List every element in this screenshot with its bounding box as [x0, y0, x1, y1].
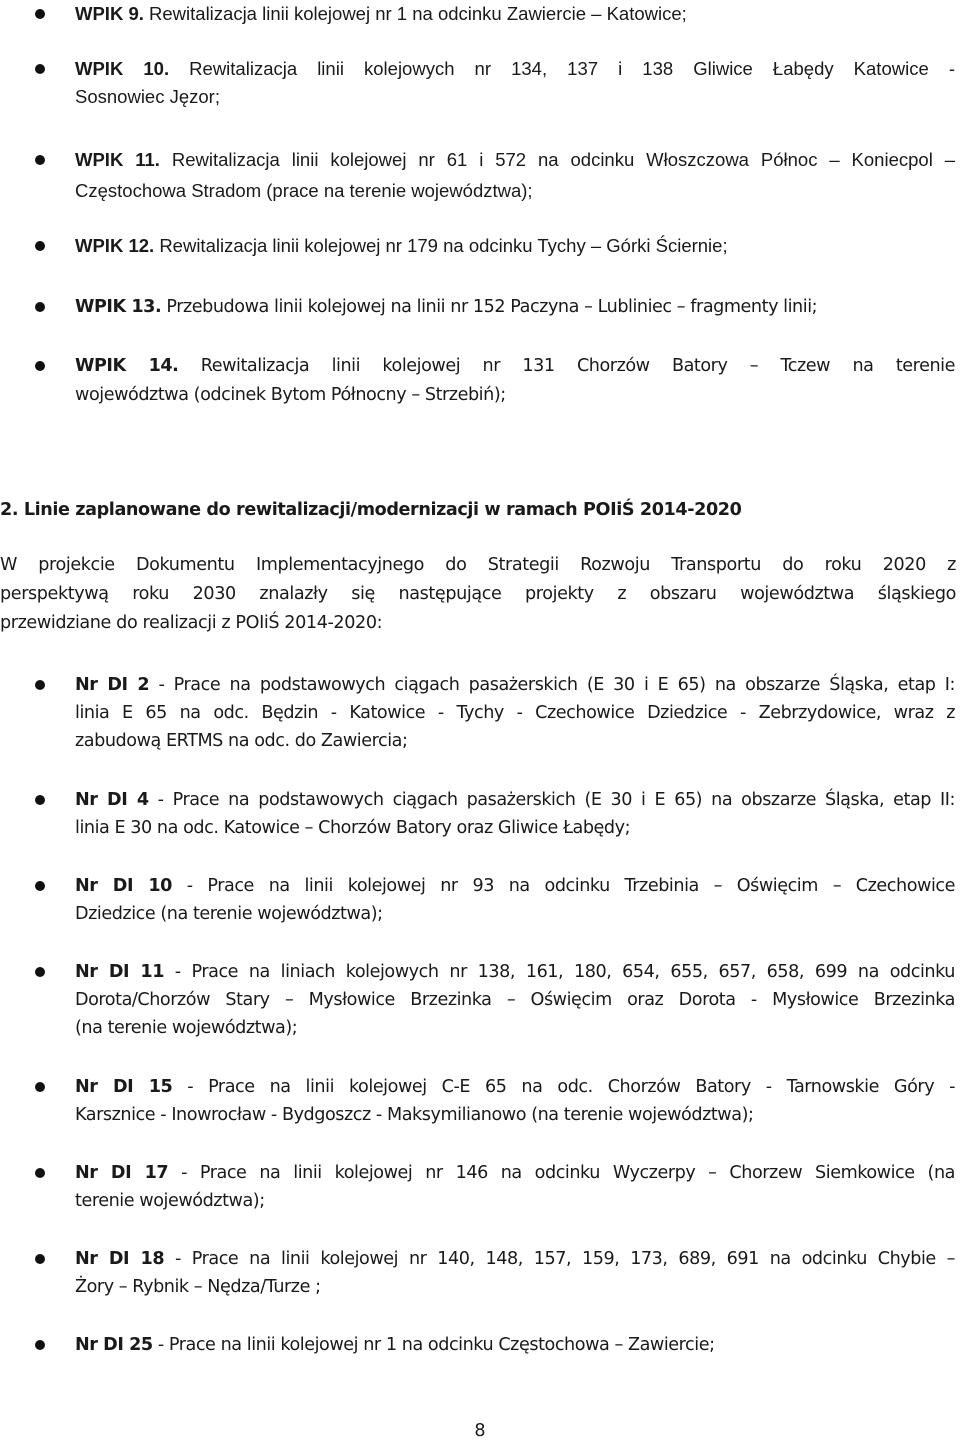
list-item-text: Nr DI 2 - Prace na podstawowych ciągach pasażerskich (E 30 i E 65) na obszarze Śląska, etap I:	[75, 675, 955, 695]
bullet-icon	[35, 1168, 45, 1178]
item-code: Nr DI 18	[75, 1249, 165, 1269]
item-code: Nr DI 25	[75, 1335, 153, 1355]
list-item-text: WPIK 13. Przebudowa linii kolejowej na linii nr 152 Paczyna – Lubliniec – fragmenty linii;	[75, 297, 818, 317]
section-heading: 2. Linie zaplanowane do rewitalizacji/modernizacji w ramach POIiŚ 2014-2020	[0, 500, 742, 520]
item-code: WPIK 10.	[75, 58, 170, 79]
paragraph-line: perspektywą roku 2030 znalazły się następujące projekty z obszaru województwa śląskiego	[0, 584, 956, 604]
list-item-text: Częstochowa Stradom (prace na terenie województwa);	[75, 180, 533, 201]
item-code: Nr DI 17	[75, 1163, 169, 1183]
item-code: Nr DI 2	[75, 675, 150, 695]
list-item-text: Nr DI 10 - Prace na linii kolejowej nr 93 na odcinku Trzebinia – Oświęcim – Czechowice	[75, 876, 956, 896]
item-code: WPIK 14.	[75, 356, 179, 376]
list-item-text: Nr DI 4 - Prace na podstawowych ciągach pasażerskich (E 30 i E 65) na obszarze Śląska, etap II:	[75, 790, 955, 810]
bullet-icon	[35, 967, 45, 977]
bullet-icon	[35, 302, 45, 312]
item-code: WPIK 9.	[75, 3, 144, 24]
list-item-text: Nr DI 18 - Prace na linii kolejowej nr 140, 148, 157, 159, 173, 689, 691 na odcinku Chybie –	[75, 1249, 955, 1269]
paragraph-line: przewidziane do realizacji z POIiŚ 2014-2020:	[0, 613, 383, 633]
item-code: Nr DI 15	[75, 1077, 173, 1097]
list-item-text: WPIK 11. Rewitalizacja linii kolejowej nr 61 i 572 na odcinku Włoszczowa Północ – Koniecpol –	[75, 149, 956, 170]
list-item-text: WPIK 12. Rewitalizacja linii kolejowej nr 179 na odcinku Tychy – Górki Ściernie;	[75, 235, 728, 256]
list-item-text: linia E 30 na odc. Katowice – Chorzów Batory oraz Gliwice Łabędy;	[75, 818, 631, 838]
item-code: Nr DI 11	[75, 962, 164, 982]
bullet-icon	[35, 64, 45, 74]
bullet-icon	[35, 361, 45, 371]
item-code: WPIK 13.	[75, 297, 162, 317]
list-item-text: Nr DI 25 - Prace na linii kolejowej nr 1 na odcinku Częstochowa – Zawiercie;	[75, 1335, 715, 1355]
item-code: WPIK 12.	[75, 235, 155, 256]
bullet-icon	[35, 155, 45, 165]
list-item-text: zabudową ERTMS na odc. do Zawiercia;	[75, 731, 408, 751]
bullet-icon	[35, 1340, 45, 1350]
list-item-text: województwa (odcinek Bytom Północny – Strzebiń);	[75, 385, 506, 405]
list-item-text: WPIK 14. Rewitalizacja linii kolejowej nr 131 Chorzów Batory – Tczew na terenie	[75, 356, 955, 376]
bullet-icon	[35, 795, 45, 805]
item-code: WPIK 11.	[75, 149, 160, 170]
paragraph-line: W projekcie Dokumentu Implementacyjnego do Strategii Rozwoju Transportu do roku 2020 z	[0, 555, 956, 575]
bullet-icon	[35, 680, 45, 690]
bullet-icon	[35, 1254, 45, 1264]
bullet-icon	[35, 881, 45, 891]
list-item-text: Nr DI 11 - Prace na liniach kolejowych nr 138, 161, 180, 654, 655, 657, 658, 699 na odcinku	[75, 962, 955, 982]
bullet-icon	[35, 241, 45, 251]
list-item-text: Dorota/Chorzów Stary – Mysłowice Brzezinka – Oświęcim oraz Dorota - Mysłowice Brzezinka	[75, 990, 955, 1010]
bullet-icon	[35, 1082, 45, 1092]
bullet-icon	[35, 9, 45, 19]
list-item-text: WPIK 9. Rewitalizacja linii kolejowej nr 1 na odcinku Zawiercie – Katowice;	[75, 3, 687, 24]
list-item-text: Żory – Rybnik – Nędza/Turze ;	[75, 1277, 321, 1297]
page-number: 8	[474, 1421, 486, 1441]
list-item-text: Nr DI 15 - Prace na linii kolejowej C-E 65 na odc. Chorzów Batory - Tarnowskie Góry -	[75, 1077, 956, 1097]
list-item-text: Karsznice - Inowrocław - Bydgoszcz - Maksymilianowo (na terenie województwa);	[75, 1105, 754, 1125]
list-item-text: terenie województwa);	[75, 1191, 265, 1211]
list-item-text: (na terenie województwa);	[75, 1018, 298, 1038]
list-item-text: linia E 65 na odc. Będzin - Katowice - Tychy - Czechowice Dziedzice - Zebrzydowice, wraz z	[75, 703, 955, 723]
item-code: Nr DI 10	[75, 876, 172, 896]
item-code: Nr DI 4	[75, 790, 149, 810]
list-item-text: WPIK 10. Rewitalizacja linii kolejowych nr 134, 137 i 138 Gliwice Łabędy Katowice -	[75, 58, 955, 79]
list-item-text: Dziedzice (na terenie województwa);	[75, 904, 383, 924]
list-item-text: Sosnowiec Jęzor;	[75, 86, 220, 107]
list-item-text: Nr DI 17 - Prace na linii kolejowej nr 146 na odcinku Wyczerpy – Chorzew Siemkowice (na	[75, 1163, 955, 1183]
